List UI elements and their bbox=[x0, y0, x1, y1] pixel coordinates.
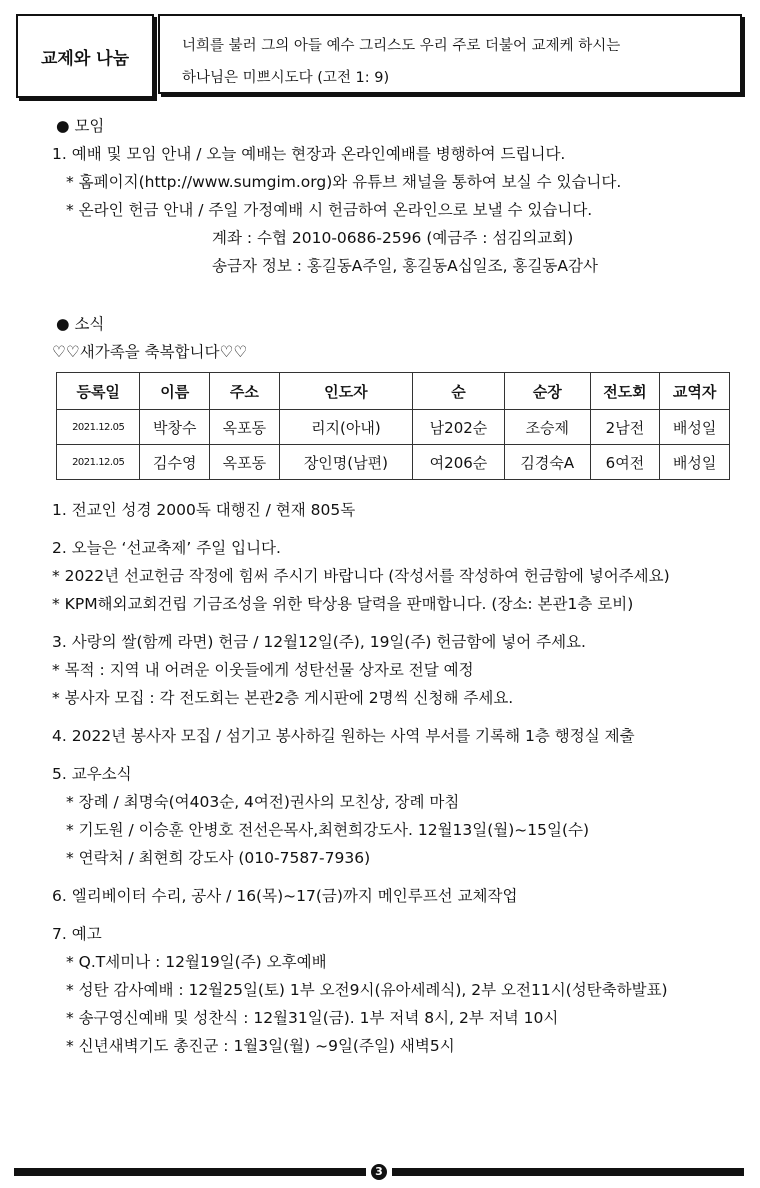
news-item-3-title: 3. 사랑의 쌀(함께 라면) 헌금 / 12월12일(주), 19일(주) 헌금함에 넣어 주세요. bbox=[52, 633, 586, 651]
header-cell: 이름 bbox=[140, 373, 210, 410]
table-cell: 리지(아내) bbox=[279, 410, 412, 445]
news-item-2-title: 2. 오늘은 ‘선교축제’ 주일 입니다. bbox=[52, 539, 281, 557]
footer-rule-right bbox=[392, 1168, 744, 1176]
table-cell: 옥포동 bbox=[210, 445, 280, 480]
meeting-title: ● 모임 bbox=[56, 117, 105, 135]
table-cell: 장인명(남편) bbox=[279, 445, 412, 480]
news-item-4 bbox=[52, 722, 752, 750]
news-item-5-sub: * 장례 / 최명숙(여403순, 4여전)권사의 모친상, 장례 마침 bbox=[66, 793, 460, 811]
new-family-table bbox=[56, 372, 730, 480]
news-item-3-sub: * 봉사자 모집 : 각 전도회는 본관2층 게시판에 2명씩 신청해 주세요. bbox=[52, 689, 514, 707]
news-item-2-sub: * KPM해외교회건립 기금조성을 위한 탁상용 달력을 판매합니다. (장소: 본관1층 로비) bbox=[52, 595, 634, 613]
news-item-3-sub: * 목적 : 지역 내 어려운 이웃들에게 성탄선물 상자로 전달 예정 bbox=[52, 661, 474, 679]
news-item-7-sub: * 신년새벽기도 총진군 : 1월3일(월) ~9일(주일) 새벽5시 bbox=[66, 1037, 455, 1055]
news-item-7-sub: * Q.T세미나 : 12월19일(주) 오후예배 bbox=[66, 953, 327, 971]
news-title: ● 소식 bbox=[56, 315, 105, 333]
table-cell: 2남전 bbox=[590, 410, 660, 445]
news-item-6-text: 6. 엘리베이터 수리, 공사 / 16(목)~17(금)까지 메인루프선 교체작업 bbox=[52, 887, 518, 905]
news-item-7-sub: * 성탄 감사예배 : 12월25일(토) 1부 오전9시(유아세례식), 2부 오전11시(성탄축하발표) bbox=[66, 981, 668, 999]
news-item-7 bbox=[52, 920, 752, 1060]
news-item-5-sub: * 연락처 / 최현희 강도사 (010-7587-7936) bbox=[66, 849, 371, 867]
header-cell: 순 bbox=[413, 373, 505, 410]
header bbox=[16, 14, 750, 98]
news-item-1 bbox=[52, 496, 752, 524]
news-item-4-text: 4. 2022년 봉사자 모집 / 섬기고 봉사하길 원하는 사역 부서를 기록해 1층 행정실 제출 bbox=[52, 727, 635, 745]
verse-line-2: 하나님은 미쁘시도다 (고전 1: 9) bbox=[182, 70, 390, 86]
table-header-row bbox=[57, 373, 730, 410]
table-cell: 남202순 bbox=[413, 410, 505, 445]
verse-box bbox=[158, 14, 742, 94]
table-cell: 2021.12.05 bbox=[57, 410, 140, 445]
footer bbox=[14, 1164, 744, 1180]
verse-line-1: 너희를 불러 그의 아들 예수 그리스도 우리 주로 더불어 교제케 하시는 bbox=[182, 38, 621, 54]
news-item-5 bbox=[52, 760, 752, 872]
table-cell: 2021.12.05 bbox=[57, 445, 140, 480]
table-cell: 김수영 bbox=[140, 445, 210, 480]
page-number: 3 bbox=[371, 1164, 387, 1180]
header-cell: 주소 bbox=[210, 373, 280, 410]
news-item-7-title: 7. 예고 bbox=[52, 925, 102, 943]
news-item-1-text: 1. 전교인 성경 2000독 대행진 / 현재 805독 bbox=[52, 501, 356, 519]
table-cell: 6여전 bbox=[590, 445, 660, 480]
news-item-7-sub: * 송구영신예배 및 성찬식 : 12월31일(금). 1부 저녁 8시, 2부 저녁 10시 bbox=[66, 1009, 559, 1027]
table-cell: 박창수 bbox=[140, 410, 210, 445]
welcome-line: ♡♡새가족을 축복합니다♡♡ bbox=[52, 343, 248, 361]
table-cell: 여206순 bbox=[413, 445, 505, 480]
meeting-line-3: * 온라인 헌금 안내 / 주일 가정예배 시 헌금하여 온라인으로 보낼 수 있습니다. bbox=[66, 201, 593, 219]
news-item-5-title: 5. 교우소식 bbox=[52, 765, 132, 783]
table-cell: 배성일 bbox=[660, 410, 730, 445]
news-item-3 bbox=[52, 628, 752, 712]
header-cell: 교역자 bbox=[660, 373, 730, 410]
news-item-6 bbox=[52, 882, 752, 910]
header-cell: 인도자 bbox=[279, 373, 412, 410]
table-cell: 조승제 bbox=[504, 410, 590, 445]
header-cell: 순장 bbox=[504, 373, 590, 410]
account-line: 계좌 : 수협 2010-0686-2596 (예금주 : 섬김의교회) bbox=[212, 229, 574, 247]
header-cell: 전도회 bbox=[590, 373, 660, 410]
footer-rule-left bbox=[14, 1168, 366, 1176]
table-cell: 옥포동 bbox=[210, 410, 280, 445]
header-cell: 등록일 bbox=[57, 373, 140, 410]
news-item-5-sub: * 기도원 / 이승훈 안병호 전선은목사,최현희강도사. 12월13일(월)~15일(수) bbox=[66, 821, 590, 839]
table-row bbox=[57, 410, 730, 445]
table-row bbox=[57, 445, 730, 480]
table-cell: 배성일 bbox=[660, 445, 730, 480]
main-content bbox=[52, 112, 752, 1070]
table-cell: 김경숙A bbox=[504, 445, 590, 480]
sender-line: 송금자 정보 : 홍길동A주일, 홍길동A십일조, 홍길동A감사 bbox=[212, 257, 598, 275]
meeting-line-2: * 홈페이지(http://www.sumgim.org)와 유튜브 채널을 통하여 보실 수 있습니다. bbox=[66, 173, 622, 191]
news-item-2 bbox=[52, 534, 752, 618]
meeting-line-1: 1. 예배 및 모임 안내 / 오늘 예배는 현장과 온라인예배를 병행하여 드립니다. bbox=[52, 145, 566, 163]
news-item-2-sub: * 2022년 선교헌금 작정에 힘써 주시기 바랍니다 (작성서를 작성하여 헌금함에 넣어주세요) bbox=[52, 567, 670, 585]
section-tag: 교제와 나눔 bbox=[16, 14, 154, 98]
